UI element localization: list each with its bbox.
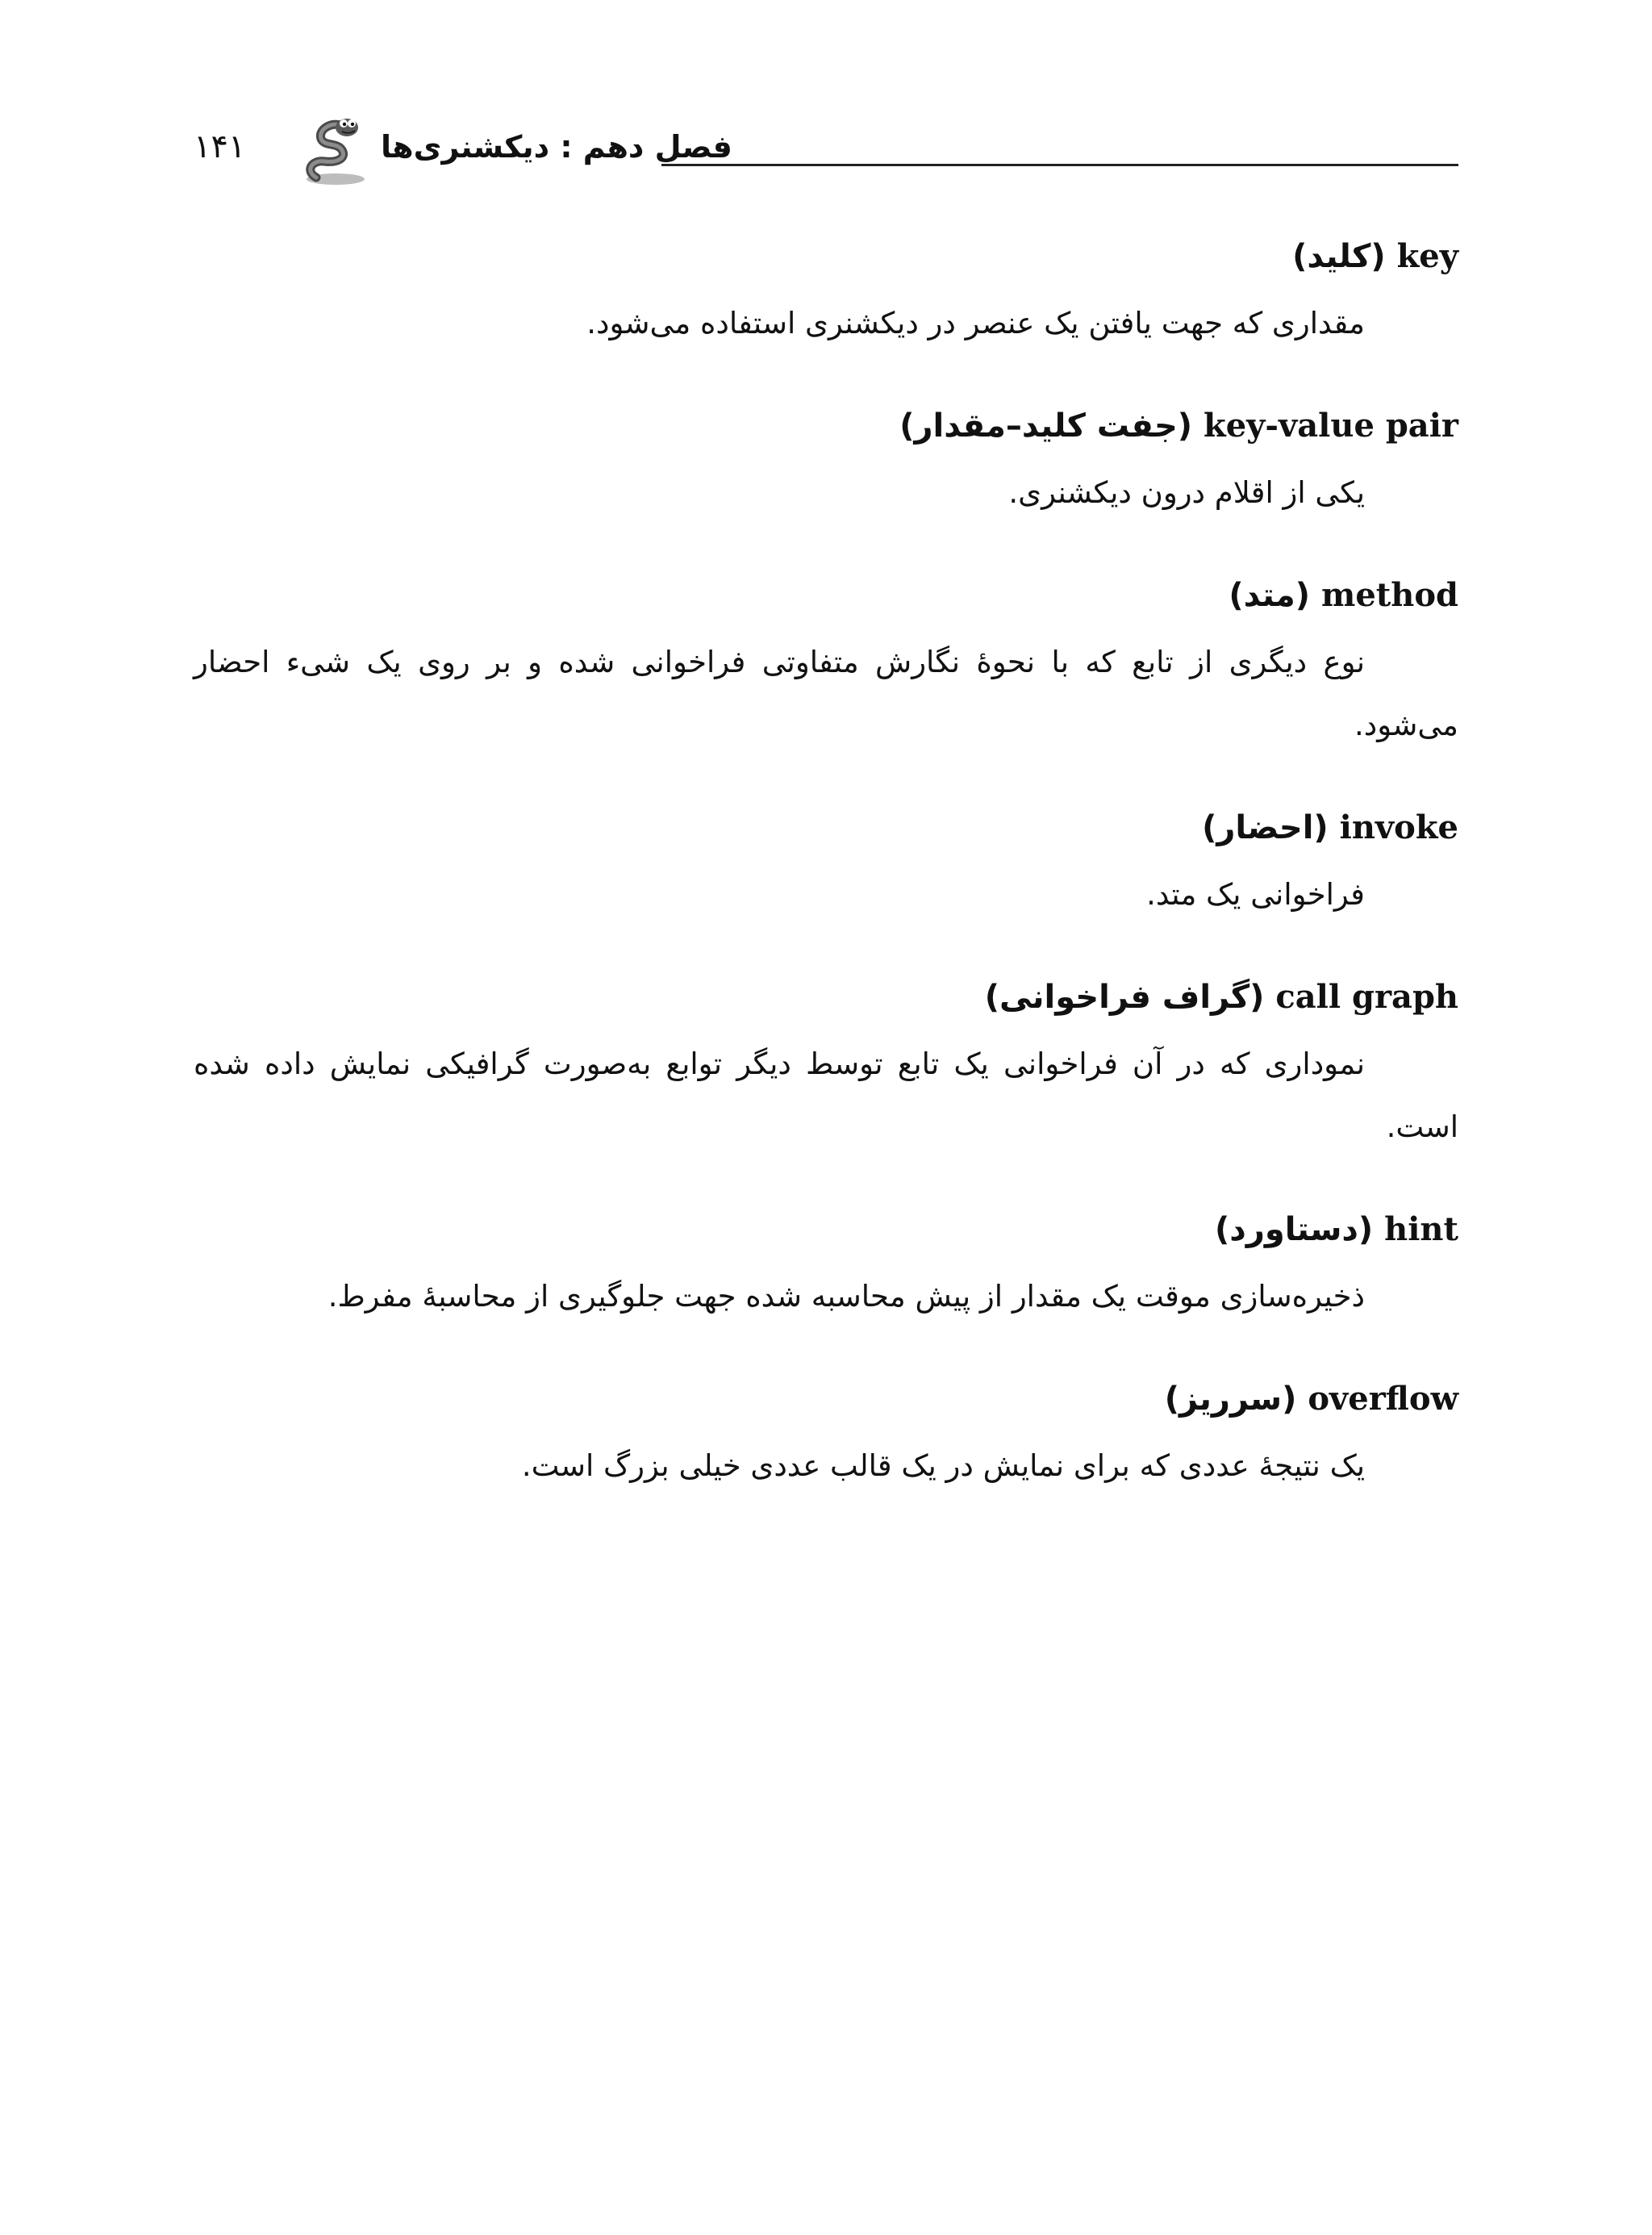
chapter-title: فصل دهم : دیکشنری‌ها <box>381 129 732 165</box>
term-persian: (احضار) <box>1202 809 1329 846</box>
glossary-entry-method <box>194 573 1458 757</box>
term-persian: (گراف فراخوانی) <box>984 979 1265 1016</box>
term-persian: (متد) <box>1229 577 1311 614</box>
term-english: key-value pair <box>1204 407 1458 445</box>
entry-definition: نموداری که در آن فراخوانی یک تابع توسط دیگر توابع به‌صورت گرافیکی نمایش داده شده است. <box>194 1046 1458 1144</box>
term-persian: (جفت کلید–مقدار) <box>899 407 1193 445</box>
term-persian: (سرریز) <box>1164 1381 1297 1418</box>
page-number: ۱۴۱ <box>194 128 246 165</box>
glossary <box>194 234 1458 1546</box>
entry-term <box>194 1377 1458 1422</box>
entry-definition: مقداری که جهت یافتن یک عنصر در دیکشنری استفاده می‌شود. <box>586 306 1365 340</box>
entry-term <box>194 573 1458 618</box>
entry-definition: ذخیره‌سازی موقت یک مقدار از پیش محاسبه شده جهت جلوگیری از محاسبهٔ مفرط. <box>327 1279 1365 1314</box>
header-rule <box>661 164 1458 166</box>
term-persian: (دستاورد) <box>1215 1211 1374 1248</box>
running-header <box>194 115 1458 203</box>
term-english: key <box>1396 237 1458 275</box>
glossary-entry-invoke <box>194 805 1458 926</box>
entry-definition: فراخوانی یک متد. <box>1146 877 1365 912</box>
glossary-entry-key-value-pair <box>194 403 1458 524</box>
entry-term <box>194 975 1458 1020</box>
entry-definition: یک نتیجهٔ عددی که برای نمایش در یک قالب عددی خیلی بزرگ است. <box>521 1448 1365 1483</box>
entry-term <box>194 805 1458 850</box>
term-persian: (کلید) <box>1292 238 1386 275</box>
entry-definition: یکی از اقلام درون دیکشنری. <box>1008 475 1365 510</box>
snake-mascot-icon <box>300 115 369 187</box>
entry-definition: نوع دیگری از تابع که با نحوهٔ نگارش متفاوتی فراخوانی شده و بر روی یک شیء احضار می‌شود. <box>194 645 1458 742</box>
glossary-entry-overflow <box>194 1377 1458 1498</box>
glossary-entry-call-graph <box>194 975 1458 1159</box>
glossary-entry-hint <box>194 1207 1458 1328</box>
term-english: method <box>1321 576 1458 614</box>
term-english: overflow <box>1308 1380 1458 1418</box>
entry-term <box>194 234 1458 279</box>
term-english: call graph <box>1275 978 1458 1016</box>
entry-term <box>194 1207 1458 1252</box>
glossary-entry-key <box>194 234 1458 355</box>
term-english: invoke <box>1339 808 1458 846</box>
term-english: hint <box>1384 1210 1458 1248</box>
entry-term <box>194 403 1458 449</box>
